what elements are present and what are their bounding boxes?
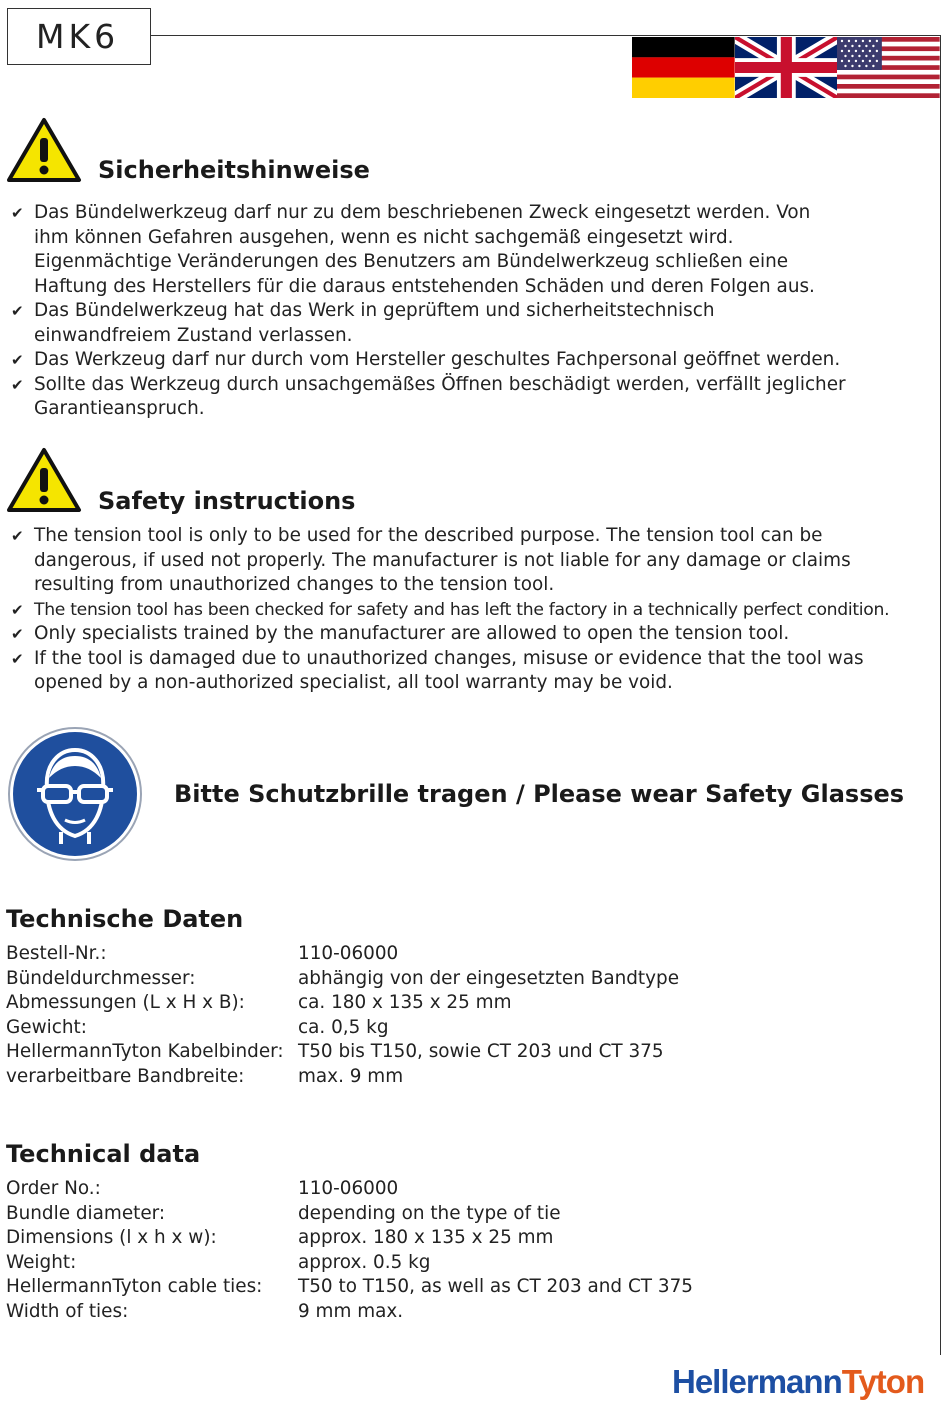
uk-flag-icon — [735, 37, 838, 98]
row-value: 110-06000 — [298, 1178, 399, 1199]
row-value: ca. 180 x 135 x 25 mm — [298, 992, 512, 1014]
logo-part-tyton: Tyton — [841, 1363, 925, 1400]
tech-table-de — [6, 942, 679, 1090]
table-row — [6, 1065, 679, 1090]
table-row — [6, 991, 679, 1016]
safety-glasses-notice: Bitte Schutzbrille tragen / Please wear Safety Glasses — [174, 780, 905, 808]
header-rule — [151, 35, 940, 36]
row-label: HellermannTyton cable ties: — [6, 1276, 263, 1298]
table-row — [6, 942, 679, 967]
row-value: 9 mm max. — [298, 1300, 404, 1322]
model-title: MK6 — [7, 8, 151, 65]
list-item — [8, 348, 848, 373]
list-item — [8, 373, 848, 422]
german-flag-icon — [632, 37, 735, 98]
list-item — [8, 647, 888, 696]
table-row — [6, 1275, 693, 1300]
list-item-text: Sollte das Werkzeug durch unsachgemäßes Öffnen beschädigt werden, verfällt jeglicher Garantieanspruch. — [34, 373, 846, 419]
row-label: verarbeitbare Bandbreite: — [6, 1065, 245, 1087]
row-label: Weight: — [6, 1251, 77, 1273]
checkmark-icon: ✔ — [11, 375, 24, 394]
checkmark-icon: ✔ — [11, 302, 24, 320]
row-value: max. 9 mm — [298, 1065, 404, 1087]
row-value: ca. 0,5 kg — [298, 1016, 389, 1038]
tech-title-en: Technical data — [6, 1140, 201, 1168]
table-row — [6, 1016, 679, 1041]
row-value: depending on the type of tie — [298, 1202, 561, 1224]
row-label: Gewicht: — [6, 1016, 87, 1038]
list-item — [8, 201, 848, 299]
list-item — [8, 299, 848, 348]
row-value: approx. 180 x 135 x 25 mm — [298, 1227, 554, 1249]
row-value: abhängig von der eingesetzten Bandtype — [298, 967, 680, 989]
checkmark-icon: ✔ — [11, 351, 24, 369]
row-label: Abmessungen (L x H x B): — [6, 992, 245, 1014]
row-label: Width of ties: — [6, 1300, 129, 1322]
row-label: Dimensions (l x h x w): — [6, 1227, 217, 1249]
us-flag-icon — [837, 37, 940, 98]
warning-triangle-icon — [6, 116, 82, 184]
table-row — [6, 1300, 693, 1325]
list-item-text: Das Werkzeug darf nur durch vom Hersteller geschultes Fachpersonal geöffnet werden. — [34, 349, 841, 370]
checkmark-icon: ✔ — [11, 204, 24, 222]
warning-triangle-icon — [6, 446, 82, 514]
hellermanntyton-logo — [672, 1363, 924, 1401]
safety-list-en — [8, 524, 888, 696]
table-row — [6, 1177, 693, 1202]
list-item-text: Das Bündelwerkzeug darf nur zu dem beschriebenen Zweck eingesetzt werden. Von ihm können Gefahren ausgehen, wenn es nicht sachgemäß eingesetzt wird. Eigenmächtige Veränderungen des Benutzers am Bündelwerkzeug schließen eine Haftung des Herstellers für die daraus entstehenden Schäden und deren Folgen aus. — [34, 202, 815, 297]
row-label: Bundle diameter: — [6, 1202, 166, 1224]
list-item — [8, 524, 888, 598]
checkmark-icon: ✔ — [11, 527, 24, 545]
table-row — [6, 1226, 693, 1251]
list-item-text: If the tool is damaged due to unauthorized changes, misuse or evidence that the tool was opened by a non-authorized specialist, all tool warranty may be void. — [34, 647, 864, 693]
safety-glasses-sign-icon — [7, 726, 143, 862]
logo-part-hellermann: Hellermann — [672, 1363, 842, 1400]
table-row — [6, 1202, 693, 1227]
table-row — [6, 967, 679, 992]
table-row — [6, 1251, 693, 1276]
row-value: approx. 0.5 kg — [298, 1251, 431, 1273]
checkmark-icon: ✔ — [11, 649, 24, 668]
list-item-text: Only specialists trained by the manufacturer are allowed to open the tension tool. — [34, 623, 790, 644]
row-label: HellermannTyton Kabelbinder: — [6, 1041, 284, 1063]
list-item — [8, 622, 888, 647]
row-label: Order No.: — [6, 1178, 101, 1199]
tech-title-de: Technische Daten — [6, 905, 244, 933]
tech-table-en — [6, 1177, 693, 1325]
list-item-text: The tension tool is only to be used for the described purpose. The tension tool can be dangerous, if used not properly. The manufacturer is not liable for any damage or claims resulting from unauthorized changes to the tension tool. — [34, 525, 851, 595]
checkmark-icon: ✔ — [11, 625, 24, 643]
safety-list-de — [8, 201, 848, 422]
list-item-text: Das Bündelwerkzeug hat das Werk in geprüftem und sicherheitstechnisch einwandfreiem Zustand verlassen. — [34, 300, 715, 346]
row-value: T50 to T150, as well as CT 203 and CT 375 — [298, 1276, 693, 1298]
row-value: T50 bis T150, sowie CT 203 und CT 375 — [298, 1041, 664, 1063]
row-value: 110-06000 — [298, 943, 399, 964]
row-label: Bestell-Nr.: — [6, 943, 107, 964]
safety-title-de: Sicherheitshinweise — [98, 156, 370, 184]
language-flags — [632, 37, 940, 98]
checkmark-icon: ✔ — [11, 600, 24, 619]
table-row — [6, 1040, 679, 1065]
row-label: Bündeldurchmesser: — [6, 967, 196, 989]
right-border-rule — [940, 35, 941, 1355]
list-item-text: The tension tool has been checked for safety and has left the factory in a technically perfect condition. — [34, 599, 890, 620]
list-item — [8, 598, 888, 623]
safety-title-en: Safety instructions — [98, 487, 356, 515]
